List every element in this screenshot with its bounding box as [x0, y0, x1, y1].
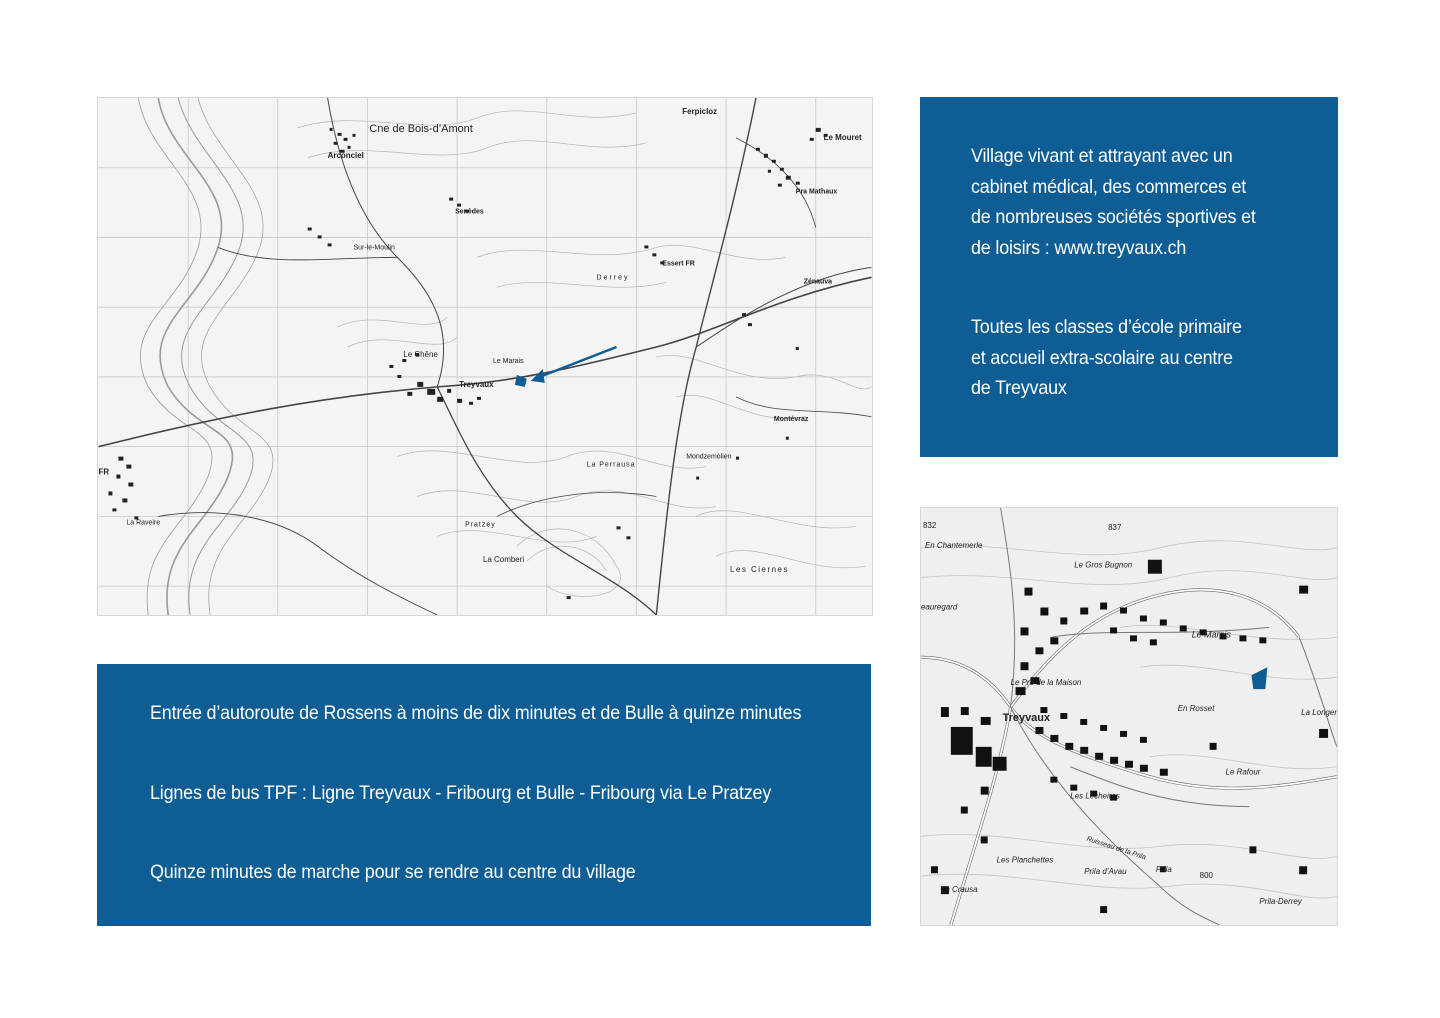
label-prila-avau: Prila d’Avau — [1084, 867, 1127, 877]
label-senedes: Senèdes — [455, 208, 484, 216]
label-en-chantemerle: En Chantemerle — [924, 540, 983, 550]
label-le-chene: Le Chêne — [403, 349, 438, 359]
bus-lines-text: Lignes de bus TPF : Ligne Treyvaux - Fribourg et Bulle - Fribourg via Le Pratzey — [150, 781, 772, 804]
label-montevraz: Montévraz — [773, 415, 809, 423]
label-le-marais: Le Marais — [492, 357, 524, 365]
label-le-marais: Le Marais — [1191, 629, 1231, 640]
label-arconciel: Arconciel — [327, 150, 364, 160]
access-info-panel — [97, 664, 871, 926]
label-mondzemolien: Mondzemolien — [686, 453, 732, 461]
label-la-comberi: La Comberi — [483, 555, 525, 565]
label-le-gros-bugnon: Le Gros Bugnon — [1074, 560, 1133, 570]
label-prila: Prila — [1155, 865, 1172, 875]
village-info-panel — [920, 97, 1338, 457]
label-ferpicloz: Ferpicloz — [682, 106, 718, 116]
label-la-perrausa: La Perrausa — [586, 461, 636, 469]
label-treyvaux: Treyvaux — [1002, 711, 1051, 724]
label-les-ciernes: Les Ciernes — [730, 565, 789, 575]
label-le-rafour: Le Rafour — [1225, 767, 1261, 777]
label-le-mouret: Le Mouret — [823, 132, 862, 142]
label-837: 837 — [1108, 522, 1122, 532]
label-la-crausa: La Crausa — [940, 885, 978, 895]
label-sur-le-moulin: Sur-le-Moulin — [353, 244, 395, 252]
label-832: 832 — [922, 520, 937, 530]
label-fr: FR — [98, 467, 110, 477]
label-pra-mathaux: Pra Mathaux — [795, 188, 838, 196]
detail-map[interactable] — [920, 507, 1338, 926]
label-essert: Essert FR — [662, 260, 695, 268]
highway-access-text: Entrée d’autoroute de Rossens à moins de dix minutes et de Bulle à quinze minutes — [150, 702, 802, 724]
detail-map-drawing — [921, 508, 1337, 925]
label-les-planchettes: Les Planchettes — [996, 855, 1054, 865]
label-ruisseau: Ruisseau de la Prila — [1085, 835, 1147, 862]
overview-map-drawing — [98, 98, 872, 615]
walking-distance-text: Quinze minutes de marche pour se rendre au centre du village — [150, 861, 636, 883]
village-description: Village vivant et attrayant avec un cabinet médical, des commerces et de nombreuses sociétés sportives et de loisirs : www.treyvaux.ch — [971, 145, 1256, 259]
label-treyvaux: Treyvaux — [459, 379, 494, 389]
label-beauregard: eauregard — [921, 602, 958, 612]
label-derrey: Derrey — [596, 274, 630, 282]
label-zenauva: Zénauva — [803, 278, 833, 286]
label-la-raveire: La Raveire — [126, 519, 161, 527]
label-le-pre-maison: Le Pré de la Maison — [1010, 678, 1082, 688]
label-800: 800 — [1199, 871, 1213, 881]
label-en-rosset: En Rosset — [1177, 704, 1215, 714]
school-description: Toutes les classes d’école primaire et accueil extra-scolaire au centre de Treyvaux — [971, 316, 1242, 399]
label-la-longera: La Longer — [1301, 708, 1337, 718]
label-prila-derrey: Prila-Derrey — [1259, 897, 1302, 907]
label-pratzey: Pratzey — [465, 521, 496, 529]
label-bois-amont: Cne de Bois-d’Amont — [369, 122, 473, 135]
overview-map[interactable] — [97, 97, 873, 616]
label-les-lecheires: Les Lécheires — [1070, 791, 1120, 801]
